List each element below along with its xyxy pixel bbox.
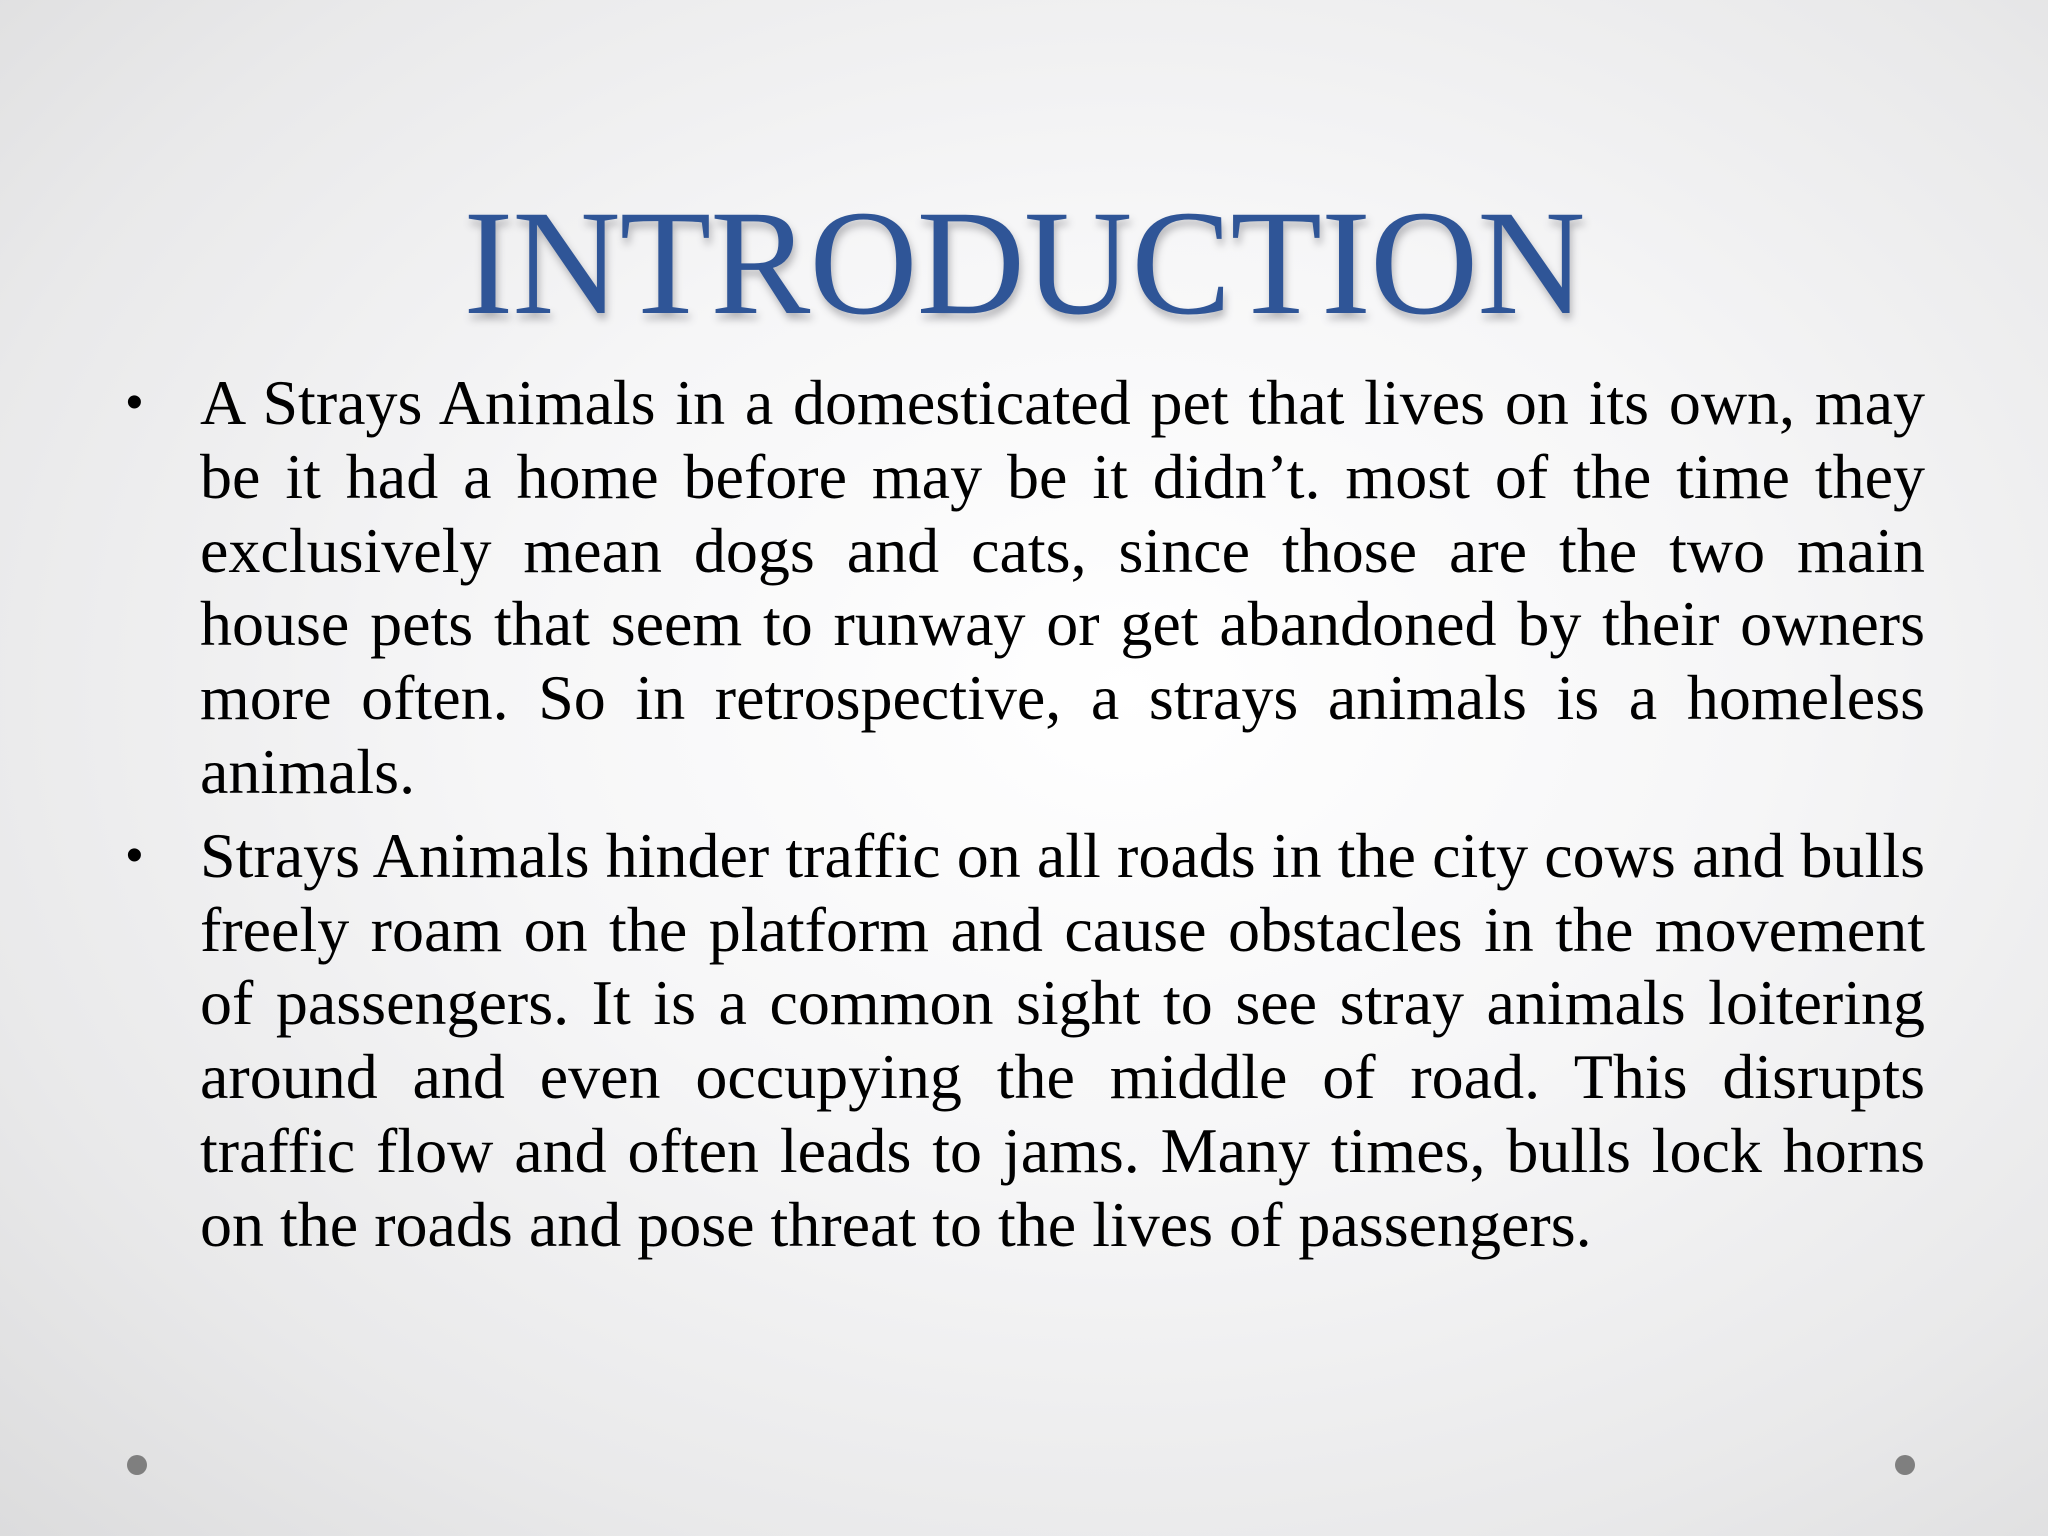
bullet-icon: • [126, 376, 143, 429]
bullet-list [120, 366, 1925, 1272]
decorative-dot-left-icon [127, 1455, 147, 1475]
bullet-icon: • [126, 828, 143, 882]
slide-title: INTRODUCTION [463, 180, 1585, 346]
bullet-item-1 [120, 366, 1925, 809]
bullet-text-1: A Strays Animals in a domesticated pet that lives on its own, may be it had a home before may be it didn’t. most of the time they exclusively mean dogs and cats, since those are the two main house pets that seem to runway or get abandoned by their owners more often. So in retrospective, a strays animals is a homeless animals. [200, 367, 1925, 807]
bullet-text-2: Strays Animals hinder traffic on all roads in the city cows and bulls freely roam on the platform and cause obstacles in the movement of passengers. It is a common sight to see stray animals loitering around and even occupying the middle of road. This disrupts traffic flow and often leads to jams. Many times, bulls lock horns on the roads and pose threat to the lives of passengers. [200, 819, 1925, 1260]
bullet-item-2 [120, 819, 1925, 1262]
decorative-dot-right-icon [1895, 1455, 1915, 1475]
